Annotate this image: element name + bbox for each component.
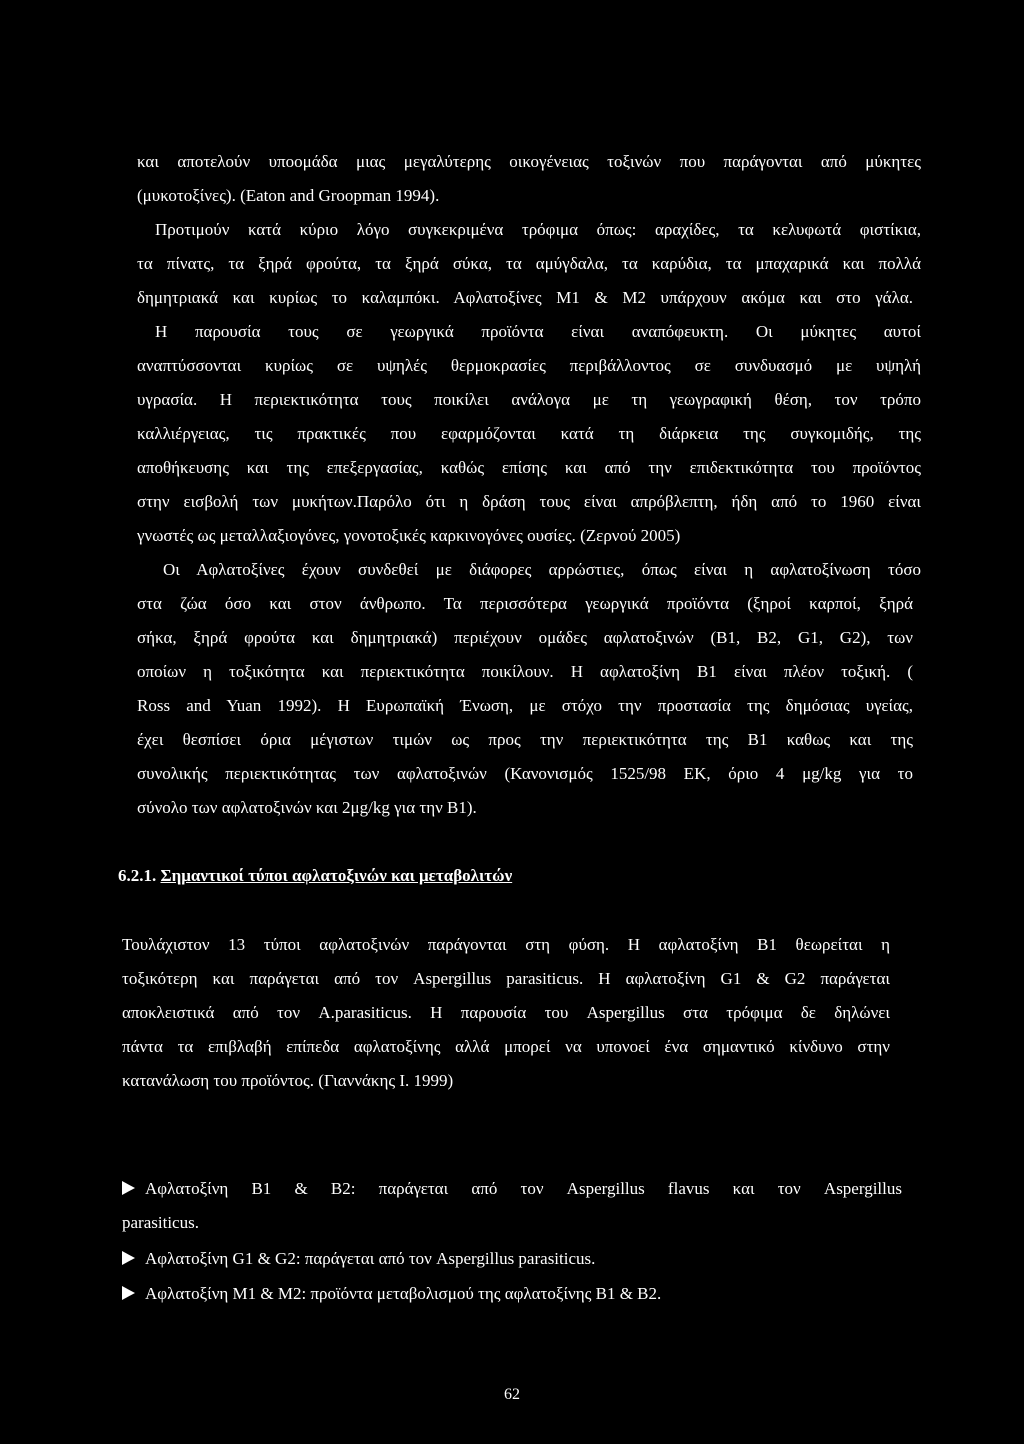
paragraph-1-line-9: καλλιέργειας, τις πρακτικές που εφαρμόζονται κατά τη διάρκεια της συγκομιδής, της xyxy=(137,424,921,443)
paragraph-3-line-5: κατανάλωση του προϊόντος. (Γιαννάκης Ι. 1999) xyxy=(122,1071,454,1090)
bullet-item-1-continuation: parasiticus. xyxy=(122,1213,199,1232)
paragraph-1-line-5: δημητριακά και κυρίως το καλαμπόκι. Αφλατοξίνες Μ1 & Μ2 υπάρχουν ακόμα και στο γάλα. xyxy=(137,288,913,307)
bullet-item-3 xyxy=(122,1284,661,1304)
paragraph-1-line-12: γνωστές ως μεταλλαξιογόνες, γονοτοξικές καρκινογόνες ουσίες. (Ζερνού 2005) xyxy=(137,526,681,545)
paragraph-1-line-1: και αποτελούν υποομάδα μιας μεγαλύτερης οικογένειας τοξινών που παράγονται από μύκητες xyxy=(137,152,921,171)
bullet-item-2 xyxy=(122,1249,595,1269)
paragraph-2-line-1: Οι Αφλατοξίνες έχουν συνδεθεί με διάφορες αρρώστιες, όπως είναι η αφλατοξίνωση τόσο xyxy=(163,560,921,579)
paragraph-1-line-10: αποθήκευσης και της επεξεργασίας, καθώς επίσης και από την επιδεκτικότητα του προϊόντος xyxy=(137,458,921,477)
bullet-item-1 xyxy=(122,1179,902,1199)
paragraph-1-line-7: αναπτύσσονται κυρίως σε υψηλές θερμοκρασίες περιβάλλοντος σε συνδυασμό με υψηλή xyxy=(137,356,921,375)
paragraph-2-line-7: συνολικής περιεκτικότητας των αφλατοξινών (Κανονισμός 1525/98 ΕΚ, όριο 4 μg/kg για το xyxy=(137,764,913,783)
bullet-item-3-text: Αφλατοξίνη Μ1 & Μ2: προϊόντα μεταβολισμού της αφλατοξίνης Β1 & Β2. xyxy=(145,1284,662,1303)
paragraph-1-line-8: υγρασία. Η περιεκτικότητα τους ποικίλει ανάλογα με τη γεωγραφική θέση, τον τρόπο xyxy=(137,390,921,409)
paragraph-1-line-11: στην εισβολή των μυκήτων.Παρόλο ότι η δράση τους είναι απρόβλεπτη, ήδη από το 1960 είναι xyxy=(137,492,921,511)
bullet-item-1-text: Αφλατοξίνη Β1 & Β2: παράγεται από τον Aspergillus flavus και τον Aspergillus xyxy=(145,1179,902,1198)
paragraph-2-line-6: έχει θεσπίσει όρια μέγιστων τιμών ως προς την περιεκτικότητα της Β1 καθως και της xyxy=(137,730,913,749)
section-heading xyxy=(118,866,512,886)
paragraph-1-line-3: Προτιμούν κατά κύριο λόγο συγκεκριμένα τρόφιμα όπως: αραχίδες, τα κελυφωτά φιστίκια, xyxy=(155,220,921,239)
paragraph-3-line-2: τοξικότερη και παράγεται από τον Aspergillus parasiticus. Η αφλατοξίνη G1 & G2 παράγεται xyxy=(122,969,890,988)
paragraph-1-line-4: τα πίνατς, τα ξηρά φρούτα, τα ξηρά σύκα, τα αμύγδαλα, τα καρύδια, τα μπαχαρικά και πολλά xyxy=(137,254,921,273)
triangle-bullet-icon xyxy=(122,1181,135,1195)
paragraph-3-line-3: αποκλειστικά από τον A.parasiticus. Η παρουσία του Aspergillus στα τρόφιμα δε δηλώνει xyxy=(122,1003,890,1022)
paragraph-2-line-3: σήκα, ξηρά φρούτα και δημητριακά) περιέχουν ομάδες αφλατοξινών (Β1, Β2, G1, G2), των xyxy=(137,628,913,647)
paragraph-2-line-4: οποίων η τοξικότητα και περιεκτικότητα ποικίλουν. Η αφλατοξίνη Β1 είναι πλέον τοξική. ( xyxy=(137,662,913,681)
section-number: 6.2.1. xyxy=(118,866,157,885)
paragraph-1-line-2: (μυκοτοξίνες). (Eaton and Groopman 1994). xyxy=(137,186,440,205)
paragraph-2-line-8: σύνολο των αφλατοξινών και 2μg/kg για την Β1). xyxy=(137,798,477,817)
page-number: 62 xyxy=(504,1386,520,1403)
paragraph-3-line-1: Τουλάχιστον 13 τύποι αφλατοξινών παράγονται στη φύση. Η αφλατοξίνη Β1 θεωρείται η xyxy=(122,935,890,954)
bullet-item-2-text: Αφλατοξίνη G1 & G2: παράγεται από τον Aspergillus parasiticus. xyxy=(145,1249,596,1268)
triangle-bullet-icon xyxy=(122,1286,135,1300)
triangle-bullet-icon xyxy=(122,1251,135,1265)
paragraph-2-line-2: στα ζώα όσο και στον άνθρωπο. Τα περισσότερα γεωργικά προϊόντα (ξηροί καρποί, ξηρά xyxy=(137,594,913,613)
paragraph-1-line-6: Η παρουσία τους σε γεωργικά προϊόντα είναι αναπόφευκτη. Οι μύκητες αυτοί xyxy=(155,322,921,341)
paragraph-3-line-4: πάντα τα επιβλαβή επίπεδα αφλατοξίνης αλλά μπορεί να υπονοεί ένα σημαντικό κίνδυνο στην xyxy=(122,1037,890,1056)
paragraph-2-line-5: Ross and Yuan 1992). Η Ευρωπαϊκή Ένωση, με στόχο την προστασία της δημόσιας υγείας, xyxy=(137,696,913,715)
section-title: Σημαντικοί τύποι αφλατοξινών και μεταβολιτών xyxy=(160,866,513,885)
